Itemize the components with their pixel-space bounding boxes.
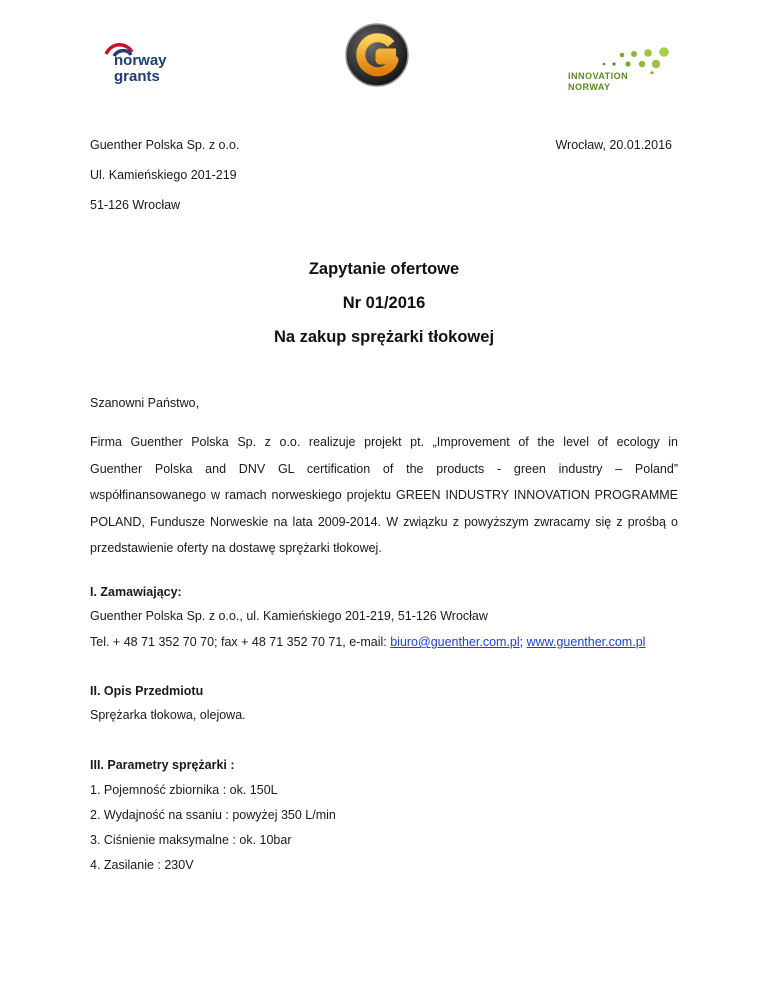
parameter-item: 1. Pojemność zbiornika : ok. 150L [90, 783, 278, 797]
norway-grants-text-1: norway [114, 52, 167, 69]
intro-line: przedstawienie oferty na dostawę sprężarki tłokowej. [90, 541, 382, 555]
company-g-icon [344, 22, 410, 88]
place-date: Wrocław, 20.01.2016 [555, 138, 672, 152]
norway-grants-text-2: grants [114, 68, 160, 85]
email-link[interactable]: biuro@guenther.com.pl [390, 635, 520, 649]
logo-company [344, 22, 410, 88]
section2-text: Sprężarka tłokowa, olejowa. [90, 708, 246, 722]
logo-norway-grants [100, 40, 180, 92]
document-title: Zapytanie ofertowe [308, 260, 460, 278]
parameter-item: 2. Wydajność na ssaniu : powyżej 350 L/min [90, 808, 336, 822]
parameter-item: 3. Ciśnienie maksymalne : ok. 10bar [90, 833, 292, 847]
intro-paragraph [90, 429, 678, 562]
section1-contact [90, 635, 645, 649]
intro-line: POLAND, Fundusze Norweskie na lata 2009-2014. W związku z powyższym zwracamy się z prośbą o [90, 514, 678, 529]
sender-city: 51-126 Wrocław [90, 198, 181, 212]
document-subject: Na zakup sprężarki tłokowej [273, 328, 495, 346]
salutation: Szanowni Państwo, [90, 396, 200, 410]
innovation-dots-icon [568, 44, 680, 74]
intro-line: Firma Guenther Polska Sp. z o.o. realizuje projekt pt. „Improvement of the level of ecology in [90, 435, 678, 449]
innovation-norway-text-2: NORWAY [568, 82, 611, 92]
section1-heading: I. Zamawiający: [90, 585, 182, 599]
contact-prefix: Tel. + 48 71 352 70 70; fax + 48 71 352 70 71, e-mail: [90, 635, 391, 649]
sender-company: Guenther Polska Sp. z o.o. [90, 138, 240, 152]
document-number: Nr 01/2016 [342, 294, 426, 312]
section1-address: Guenther Polska Sp. z o.o., ul. Kamieńskiego 201-219, 51-126 Wrocław [90, 609, 488, 623]
section2-heading: II. Opis Przedmiotu [90, 684, 204, 698]
parameter-item: 4. Zasilanie : 230V [90, 858, 194, 872]
innovation-norway-text-1: INNOVATION [568, 71, 629, 81]
intro-line: współfinansowanego w ramach norweskiego projektu GREEN INDUSTRY INNOVATION PROGRAMME [90, 488, 678, 502]
logo-innovation-norway [568, 44, 680, 94]
section3-heading: III. Parametry sprężarki : [90, 758, 235, 772]
sender-street: Ul. Kamieńskiego 201-219 [90, 168, 237, 182]
contact-separator: ; [519, 635, 527, 649]
website-link[interactable]: www.guenther.com.pl [526, 635, 646, 649]
intro-line: Guenther Polska and DNV GL certification of the products - green industry – Poland” [90, 461, 678, 476]
